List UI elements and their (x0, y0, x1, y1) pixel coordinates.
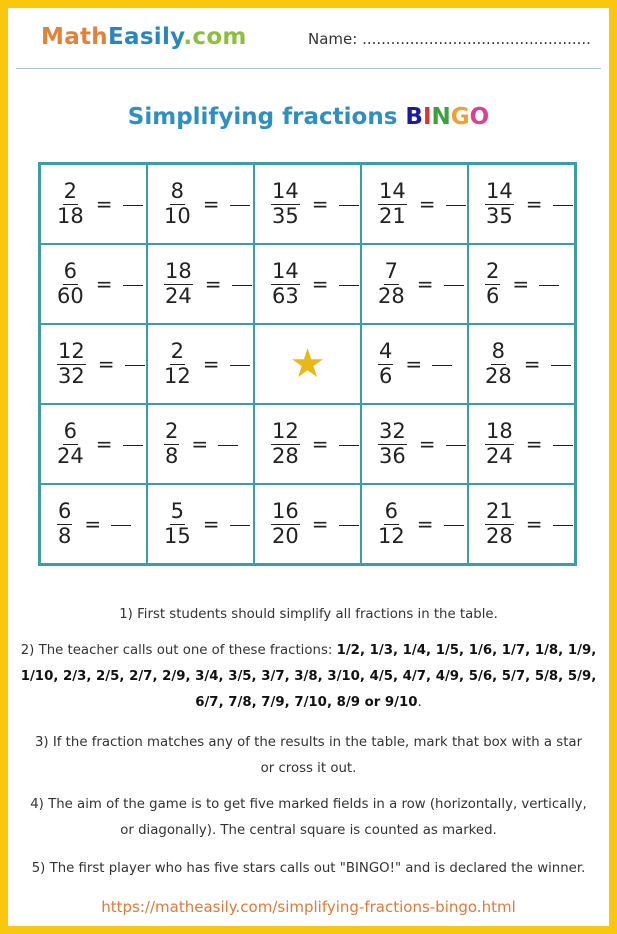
denominator: 60 (57, 284, 84, 308)
equals-sign: = (525, 192, 543, 216)
bingo-cell (40, 244, 147, 324)
equals-sign: = (416, 512, 434, 536)
denominator: 8 (165, 444, 179, 468)
answer-blank (339, 285, 359, 286)
bingo-cell (254, 164, 361, 244)
answer-blank (339, 525, 359, 526)
bingo-cell (254, 324, 361, 404)
answer-blank (553, 525, 573, 526)
denominator: 10 (164, 204, 191, 228)
fraction (485, 420, 514, 468)
equals-sign: = (416, 272, 434, 296)
fraction (57, 500, 72, 548)
equals-sign: = (202, 192, 220, 216)
equals-sign: = (95, 272, 113, 296)
bingo-cell (468, 164, 575, 244)
fraction (378, 500, 405, 548)
answer-blank (123, 445, 143, 446)
answer-blank (123, 205, 143, 206)
fraction (271, 180, 300, 228)
fraction (164, 500, 191, 548)
fraction (378, 260, 405, 308)
equals-sign: = (202, 352, 220, 376)
fraction (485, 260, 500, 308)
answer-blank (432, 365, 452, 366)
instruction-4: 4) The aim of the game is to get five marked fields in a row (horizontally, vertically, or diagonally). The central square is counted as marked. (30, 797, 587, 838)
answer-blank (553, 445, 573, 446)
denominator: 28 (378, 284, 405, 308)
fraction (57, 340, 86, 388)
denominator: 15 (164, 524, 191, 548)
numerator: 6 (384, 500, 399, 525)
numerator: 2 (164, 420, 179, 445)
answer-blank (446, 205, 466, 206)
equals-sign: = (311, 272, 329, 296)
fraction (485, 500, 514, 548)
equals-sign: = (204, 272, 222, 296)
bingo-letter: I (422, 104, 432, 130)
denominator: 63 (272, 284, 299, 308)
bingo-cell (361, 244, 468, 324)
answer-blank (232, 285, 252, 286)
bingo-cell (40, 484, 147, 564)
bingo-cell (40, 404, 147, 484)
numerator: 2 (170, 340, 185, 365)
bingo-cell (361, 164, 468, 244)
denominator: 18 (57, 204, 84, 228)
equals-sign: = (523, 352, 541, 376)
answer-blank (339, 445, 359, 446)
denominator: 24 (486, 444, 513, 468)
answer-blank (230, 205, 250, 206)
bingo-cell (254, 404, 361, 484)
bingo-letter: B (405, 104, 423, 130)
numerator: 6 (57, 500, 72, 525)
bingo-cell (254, 484, 361, 564)
fraction (164, 180, 191, 228)
numerator: 16 (271, 500, 300, 525)
bingo-cell (147, 484, 254, 564)
denominator: 8 (58, 524, 72, 548)
numerator: 6 (63, 260, 78, 285)
bingo-cell (147, 324, 254, 404)
bingo-cell (468, 244, 575, 324)
fraction (271, 420, 300, 468)
instruction-5: 5) The first player who has five stars calls out "BINGO!" and is declared the winner. (31, 861, 586, 876)
equals-sign: = (95, 192, 113, 216)
fraction (485, 340, 512, 388)
bingo-cell (147, 404, 254, 484)
worksheet (8, 8, 609, 926)
bingo-letter: N (431, 104, 451, 130)
numerator: 4 (378, 340, 393, 365)
denominator: 35 (272, 204, 299, 228)
equals-sign: = (95, 432, 113, 456)
fraction (378, 180, 407, 228)
equals-sign: = (512, 272, 530, 296)
answer-blank (230, 525, 250, 526)
denominator: 20 (272, 524, 299, 548)
bingo-cell (361, 324, 468, 404)
answer-blank (551, 365, 571, 366)
name-field: Name: ................................................ (308, 30, 591, 48)
fraction (164, 420, 179, 468)
numerator: 21 (485, 500, 514, 525)
numerator: 18 (485, 420, 514, 445)
bingo-cell (40, 324, 147, 404)
answer-blank (339, 205, 359, 206)
equals-sign: = (418, 192, 436, 216)
numerator: 8 (491, 340, 506, 365)
denominator: 6 (379, 364, 393, 388)
equals-sign: = (311, 512, 329, 536)
instruction-1: 1) First students should simplify all fractions in the table. (119, 607, 498, 622)
equals-sign: = (191, 432, 209, 456)
bingo-grid (38, 162, 577, 566)
fraction (57, 260, 84, 308)
answer-blank (123, 285, 143, 286)
instruction-3: 3) If the fraction matches any of the results in the table, mark that box with a star or cross it out. (34, 735, 583, 776)
equals-sign: = (202, 512, 220, 536)
numerator: 2 (63, 180, 78, 205)
answer-blank (218, 445, 238, 446)
logo-com: .com (183, 24, 247, 50)
equals-sign: = (525, 432, 543, 456)
denominator: 12 (378, 524, 405, 548)
bingo-cell (40, 164, 147, 244)
bingo-cell (468, 484, 575, 564)
answer-blank (553, 205, 573, 206)
source-url: https://matheasily.com/simplifying-fractions-bingo.html (101, 898, 516, 916)
numerator: 6 (63, 420, 78, 445)
instruction-2-end: . (417, 695, 422, 710)
fraction (57, 420, 84, 468)
denominator: 35 (486, 204, 513, 228)
denominator: 6 (486, 284, 500, 308)
fraction (271, 260, 300, 308)
divider (16, 68, 601, 69)
bingo-letter: G (450, 104, 470, 130)
instruction-2 (8, 638, 609, 716)
denominator: 28 (486, 524, 513, 548)
answer-blank (111, 525, 131, 526)
bingo-cell (361, 484, 468, 564)
page-title (8, 104, 609, 130)
numerator: 8 (170, 180, 185, 205)
denominator: 24 (57, 444, 84, 468)
denominator: 24 (165, 284, 192, 308)
numerator: 12 (57, 340, 86, 365)
answer-blank (444, 525, 464, 526)
numerator: 14 (485, 180, 514, 205)
logo-math: Math (41, 24, 108, 50)
equals-sign: = (405, 352, 423, 376)
instruction-2-text: 2) The teacher calls out one of these fractions: (20, 643, 337, 658)
denominator: 36 (379, 444, 406, 468)
bingo-cell (254, 244, 361, 324)
answer-blank (444, 285, 464, 286)
equals-sign: = (525, 512, 543, 536)
fraction (57, 180, 84, 228)
fraction (164, 340, 191, 388)
numerator: 12 (271, 420, 300, 445)
denominator: 32 (58, 364, 85, 388)
answer-blank (125, 365, 145, 366)
fraction (164, 260, 193, 308)
denominator: 28 (485, 364, 512, 388)
answer-blank (230, 365, 250, 366)
equals-sign: = (418, 432, 436, 456)
equals-sign: = (97, 352, 115, 376)
denominator: 28 (272, 444, 299, 468)
logo (41, 24, 247, 50)
numerator: 7 (384, 260, 399, 285)
bingo-cell (147, 164, 254, 244)
numerator: 2 (485, 260, 500, 285)
fraction (378, 420, 407, 468)
star-icon: ★ (289, 341, 326, 387)
fraction (485, 180, 514, 228)
logo-easily: Easily (107, 24, 184, 50)
denominator: 21 (379, 204, 406, 228)
bingo-cell (147, 244, 254, 324)
numerator: 14 (378, 180, 407, 205)
equals-sign: = (311, 192, 329, 216)
equals-sign: = (311, 432, 329, 456)
numerator: 32 (378, 420, 407, 445)
fraction (378, 340, 393, 388)
answer-blank (446, 445, 466, 446)
bingo-cell (468, 404, 575, 484)
fraction-list: 1/2, 1/3, 1/4, 1/5, 1/6, 1/7, 1/8, 1/9, 1/10, 2/3, 2/5, 2/7, 2/9, 3/4, 3/5, 3/7, 3/8, 3/10, 4/5, 4/7, 4/9, 5/6, 5/7, 5/8, 5/9, 6/7, 7/8, 7/9, 7/10, 8/9 or 9/10 (20, 643, 597, 710)
equals-sign: = (84, 512, 102, 536)
numerator: 18 (164, 260, 193, 285)
numerator: 14 (271, 180, 300, 205)
bingo-letter: O (469, 104, 490, 130)
answer-blank (539, 285, 559, 286)
title-text: Simplifying fractions (127, 104, 406, 130)
numerator: 14 (271, 260, 300, 285)
bingo-cell (361, 404, 468, 484)
numerator: 5 (170, 500, 185, 525)
fraction (271, 500, 300, 548)
denominator: 12 (164, 364, 191, 388)
bingo-cell (468, 324, 575, 404)
